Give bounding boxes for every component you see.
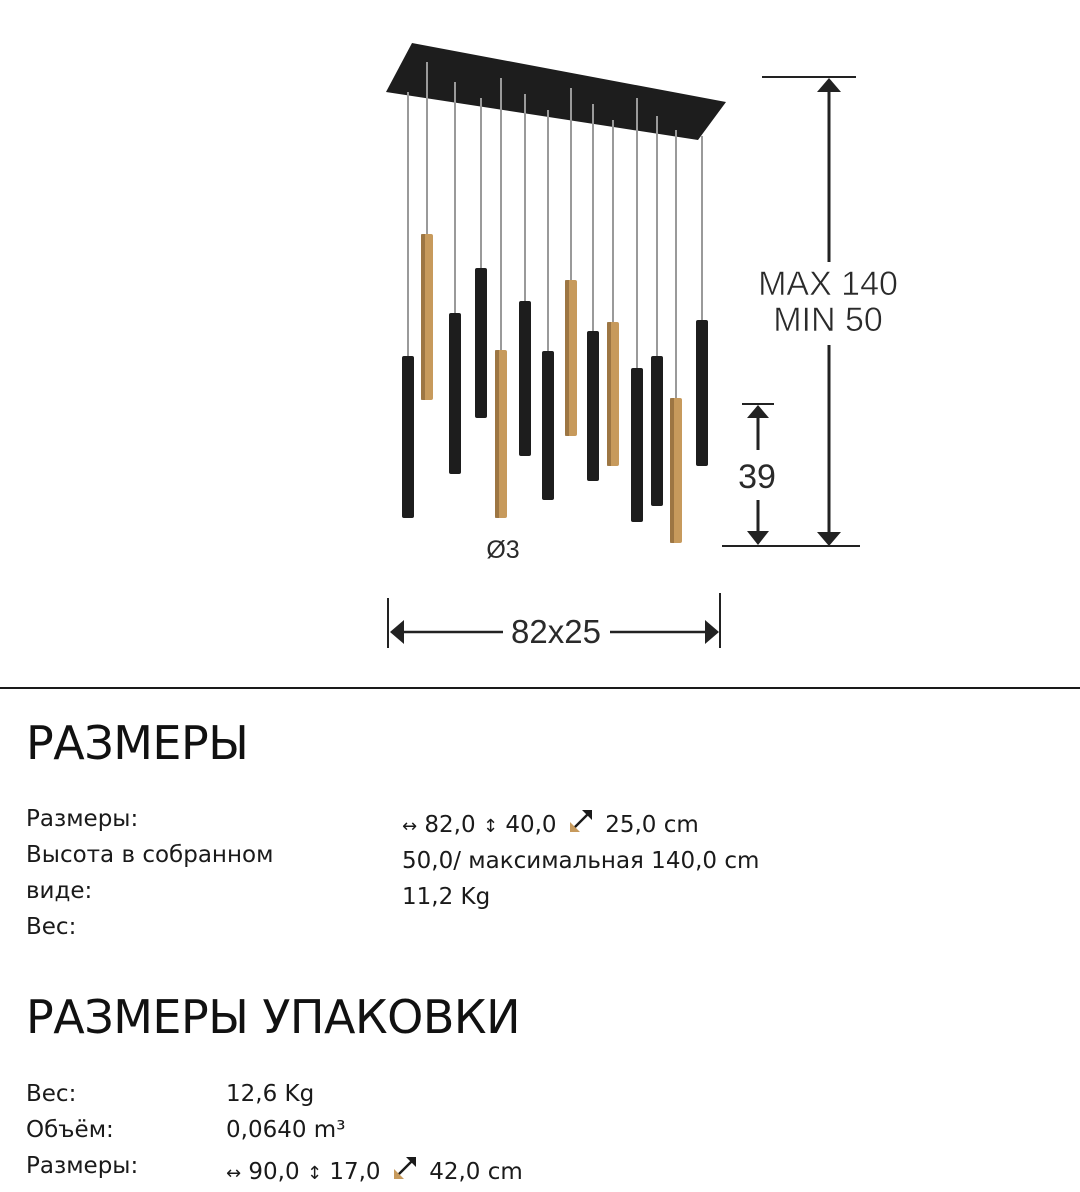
packaging-weight-value: 12,6 Kg bbox=[226, 1081, 315, 1107]
ceiling-plate bbox=[386, 43, 726, 140]
height-max-label: MAX 140 bbox=[758, 265, 898, 303]
depth-value: 25,0 cm bbox=[605, 812, 699, 838]
packaging-title: РАЗМЕРЫ УПАКОВКИ bbox=[26, 990, 520, 1044]
black-pendant-tube bbox=[449, 313, 461, 474]
base-size-label: 82x25 bbox=[511, 613, 601, 650]
black-pendant-tube bbox=[402, 356, 414, 518]
width-arrow-icon: ↔ bbox=[226, 1163, 242, 1184]
black-pendant-tube bbox=[475, 268, 487, 418]
width-arrow-icon: ↔ bbox=[402, 816, 418, 837]
gold-tube-shading bbox=[670, 398, 674, 543]
height-value: 40,0 bbox=[505, 812, 557, 838]
height-arrow-icon: ↕ bbox=[482, 816, 499, 837]
black-pendant-tube bbox=[651, 356, 663, 506]
packaging-volume-label: Объём: bbox=[26, 1117, 114, 1143]
black-pendant-tube bbox=[542, 351, 554, 500]
height-min-label: MIN 50 bbox=[773, 301, 883, 339]
packaging-size-label: Размеры: bbox=[26, 1153, 139, 1179]
gold-tube-shading bbox=[607, 322, 611, 466]
dimensions-height-label-line2: виде: bbox=[26, 878, 93, 904]
depth-value: 42,0 cm bbox=[429, 1159, 523, 1185]
dimensions-size-label: Размеры: bbox=[26, 806, 139, 832]
dimensions-weight-value: 11,2 Kg bbox=[402, 884, 491, 910]
gold-tube-shading bbox=[421, 234, 425, 400]
dimensions-title: РАЗМЕРЫ bbox=[26, 716, 249, 770]
dimensions-size-value bbox=[402, 807, 699, 845]
black-pendant-tube bbox=[696, 320, 708, 466]
dimensions-height-label-line1: Высота в собранном bbox=[26, 842, 274, 868]
width-value: 90,0 bbox=[248, 1159, 300, 1185]
gold-tube-shading bbox=[495, 350, 499, 518]
packaging-volume-value: 0,0640 m³ bbox=[226, 1117, 346, 1143]
packaging-weight-label: Вес: bbox=[26, 1081, 77, 1107]
dimensions-weight-label: Вес: bbox=[26, 914, 77, 940]
height-value: 17,0 bbox=[329, 1159, 381, 1185]
diagonal-arrow-icon bbox=[568, 808, 594, 834]
black-pendant-tube bbox=[631, 368, 643, 522]
diagonal-arrow-icon bbox=[392, 1155, 418, 1181]
packaging-size-value bbox=[226, 1154, 523, 1192]
dimensions-height-value: 50,0/ максимальная 140,0 cm bbox=[402, 848, 760, 874]
height-arrow-icon: ↕ bbox=[306, 1163, 323, 1184]
black-pendant-tube bbox=[519, 301, 531, 456]
tube-length-label: 39 bbox=[738, 458, 776, 496]
gold-tube-shading bbox=[565, 280, 569, 436]
black-pendant-tube bbox=[587, 331, 599, 481]
section-divider bbox=[0, 687, 1080, 689]
width-value: 82,0 bbox=[424, 812, 476, 838]
diameter-label: Ø3 bbox=[486, 536, 520, 564]
